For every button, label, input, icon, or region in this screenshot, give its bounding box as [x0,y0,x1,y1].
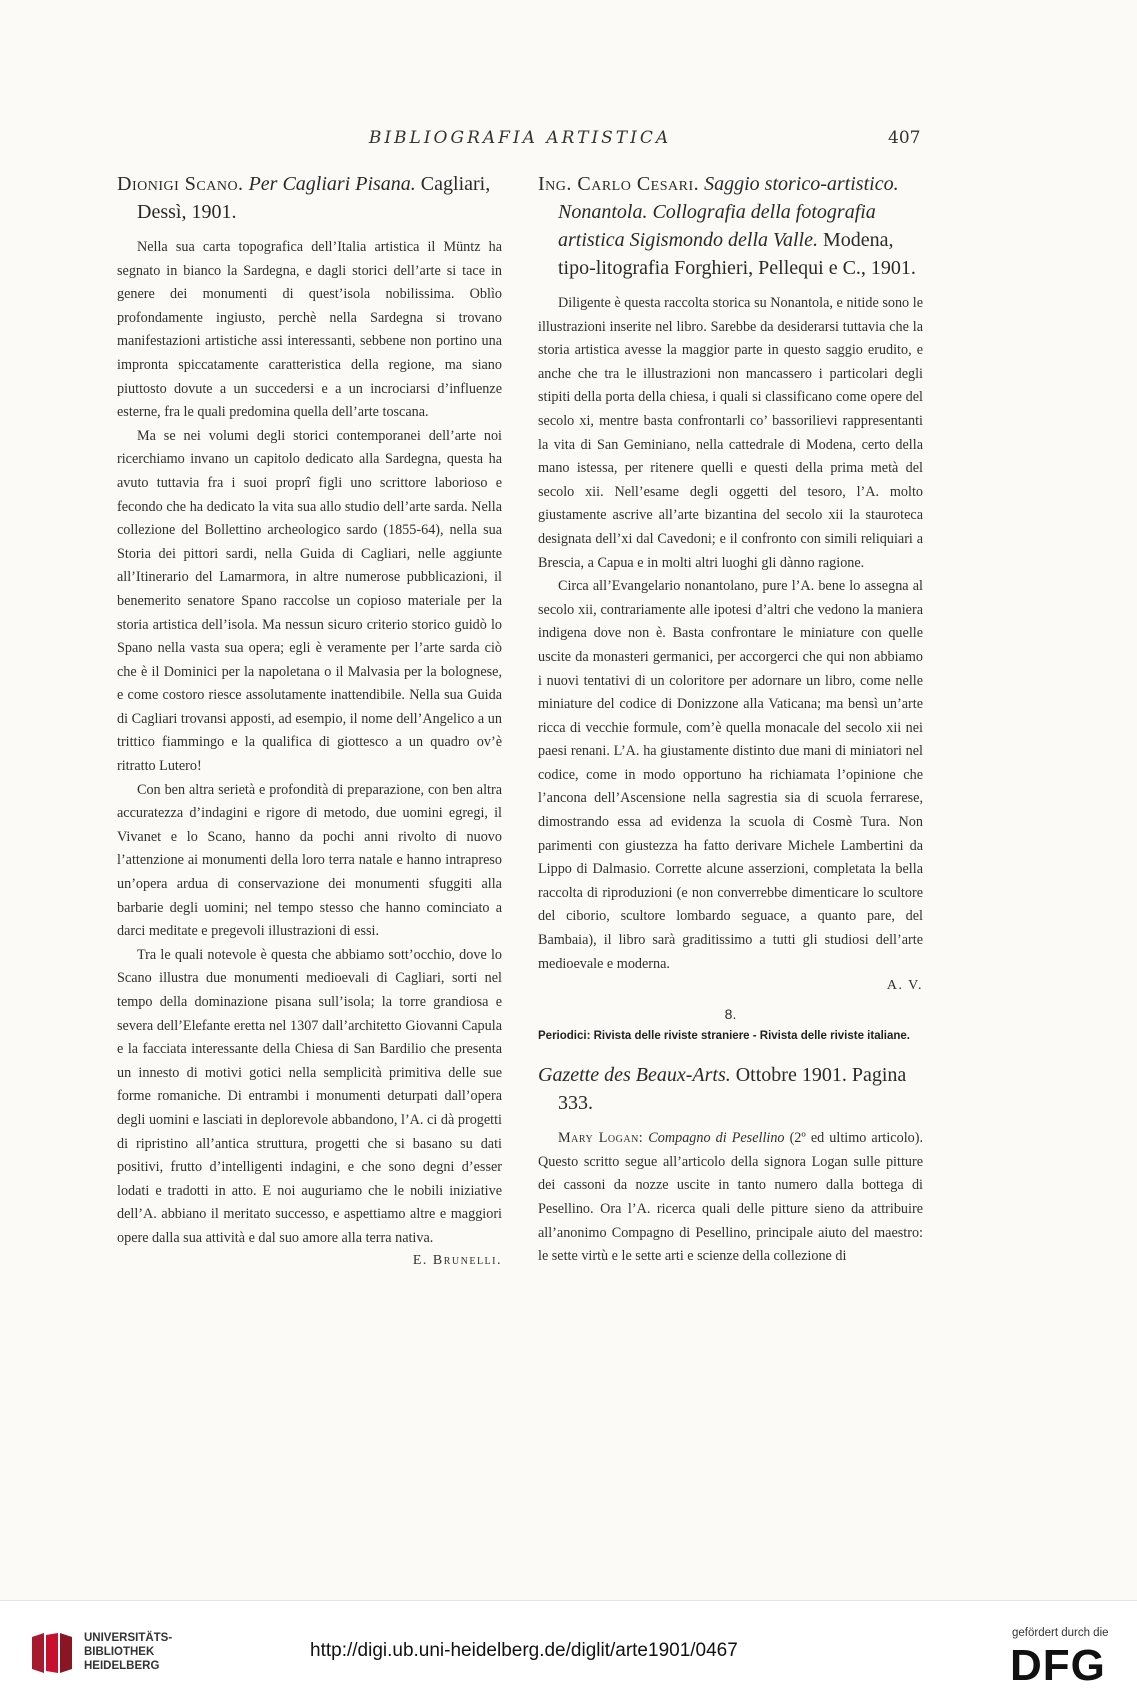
sponsor-caption: gefördert durch die [1012,1627,1109,1639]
periodical-title: Gazette des Beaux-Arts. [538,1064,731,1087]
article-text: (2º ed ultimo articolo). Questo scritto segue all’articolo della signora Logan sulle pitture dei cassoni da nozze uscite in tanto numero dalla bottega di Pesellino. Ora l’A. ricerca quali delle pitture sieno da attribuire all’anonimo Compagno di Pesellino, principale aiuto del maestro: le sette virtù e le sette arti e scienze della collezione di [538,1130,924,1265]
footer-bar [0,1600,1137,1705]
review-author: Dionigi Scano. [117,173,244,195]
periodical-imprint: Ottobre 1901. Pagina 333. [558,1064,907,1115]
library-name: UNIVERSITÄTS- BIBLIOTHEK HEIDELBERG [84,1632,173,1672]
review-imprint: Cagliari, Dessì, 1901. [137,173,491,223]
paragraph [538,1127,923,1269]
running-title: BIBLIOGRAFIA ARTISTICA [368,128,672,148]
source-url-link[interactable]: http://digi.ub.uni-heidelberg.de/diglit/arte1901/0467 [310,1640,738,1661]
reviewer-signature: E. Brunelli. [412,1252,502,1268]
page-number: 407 [888,128,921,148]
paragraph: Diligente è questa raccolta storica su Nonantola, e nitide sono le illustrazioni inserite nel libro. Sarebbe da desiderarsi tuttavia che la storia artistica avesse la maggior parte in questo saggio erudito, e anche che tra le illustrazioni non mancassero i particolari degli stipiti della porta della chiesa, i quali si classificano come opere del secolo xi, mentre basta confrontarli co’ bassorilievi rappresentanti la vita di San Geminiano, nella cattedrale di Modena, certo della mano istessa, per ritenere quelli e questi della prima metà del secolo xii. Nell’esame degli oggetti del tesoro, l’A. molto giustamente ascrive all’arte bizantina del secolo xii la stauroteca designata dell’xi dal Cavedoni; e il confronto con simili reliquiari a Brescia, a Capua e in molti altri luoghi gli dànno ragione. [538,295,923,571]
section-number: 8. [724,1006,737,1023]
right-column [538,170,923,1269]
review-title: Saggio storico-artistico. Nonantola. Collografia della fotografia artistica Sigismondo della Valle. [558,173,899,251]
review-title: Per Cagliari Pisana. [248,173,416,195]
review-imprint: Modena, tipo-litografia Forghieri, Pellequi e C., 1901. [558,229,916,279]
section-heading: Periodici: Rivista delle riviste straniere - Rivista delle riviste italiane. [538,1030,910,1043]
review-heading-scano [117,170,502,226]
paragraph: Nella sua carta topografica dell’Italia artistica il Müntz ha segnato in bianco la Sardegna, e dagli storici dell’arte si tace in genere dei monumenti di quest’isola nobilissima. Oblìo profondamente ingiusto, perchè nella Sardegna si trovano manifestazioni artistiche assi interessanti, sebbene non portino una impronta spiccatamente caratteristica della regione, ma siano piuttosto dovute a un succedersi e a un incrociarsi d’influenze esterne, fra le quali predomina quella dell’arte toscana. [117,239,502,421]
paragraph: Circa all’Evangelario nonantolano, pure l’A. bene lo assegna al secolo xii, contrariamente alle ipotesi d’altri che vedono la maniera indigena dove non è. Basta confrontare le miniature con quelle uscite da monasteri germanici, per accorgerci che qui non abbiamo i nuovi tentativi di un coloritore per adornare un libro, come nelle miniature del codice di Donizzone alla Vaticana; ma bensì un’arte ricca di vecchie formule, com’è quella monacale del secolo xii nei paesi renani. L’A. ha giustamente distinto due mani di miniatori nel codice, come in modo opportuno ha richiamata l’opinione che l’ancona dell’Ascensione nella sagrestia sia di scuola ferrarese, dimostrando essa ad evidenza la scuola di Cosmè Tura. Non parimenti con giustezza ha fatto derivare Michele Lambertini da Lippo di Dalmasio. Corrette alcune asserzioni, completata la bella raccolta di riproduzioni (e non converrebbe dimenticare lo scultore del ciborio, scultore lombardo seguace, a quanto pare, del Bambaia), il libro sarà graditissimo a tutti gli studiosi dell’arte medioevale e moderna. [538,578,923,972]
periodical-heading [538,1061,923,1117]
article-title: Compagno di Pesellino [648,1130,785,1147]
paragraph: Con ben altra serietà e profondità di preparazione, con ben altra accuratezza d’indagini e rigore di metodo, due uomini egregi, il Vivanet e lo Scano, hanno da pochi anni rivolto di nuovo l’attenzione ai monumenti della loro terra natale e hanno intrapreso un’opera ardua di conservazione dei monumenti sfuggiti alla barbarie degli uomini; nel tempo stesso che hanno cominciato a darci meditate e pregevoli illustrazioni di essi. [117,781,502,940]
article-author: Mary Logan: [558,1130,644,1147]
left-column [117,170,502,1269]
review-author: Ing. Carlo Cesari. [538,173,700,195]
reviewer-signature: A. V. [886,978,923,994]
review-heading-cesari [538,170,923,282]
paragraph: Ma se nei volumi degli storici contemporanei dell’arte noi ricerchiamo invano un capitolo dedicato alla Sardegna, questa ha avuto tuttavia fra i suoi proprî figli uno scrittore laborioso e fecondo che ha dedicato la vita sua allo studio dell’arte sarda. Nella collezione del Bollettino archeologico sardo (1855-64), nella sua Storia dei pittori sardi, nella Guida di Cagliari, nelle aggiunte all’Itinerario del Lamarmora, in altre numerose pubblicazioni, il benemerito senatore Spano raccolse un copioso materiale per la storia artistica dell’isola. Ma nessun sicuro criterio storico guidò lo Spano nella vasta sua opera; egli è veramente per l’arte sarda ciò che è il Dominici per la napoletana o il Malvasia per la bolognese, e come costoro riesce assolutamente inattendibile. Nella sua Guida di Cagliari trovansi apposti, ad esempio, il nome dell’Angelico a un trittico fiammingo e la qualifica di giottesco a un quadro ov’è ritratto Lutero! [117,427,502,775]
university-library-logo-icon [30,1631,74,1675]
dfg-logo: DFG [1010,1641,1106,1690]
paragraph: Tra le quali notevole è questa che abbiamo sott’occhio, dove lo Scano illustra due monumenti medioevali di Cagliari, sorti nel tempo della dominazione pisana sull’isola; la torre grandiosa e severa dell’Elefante eretta nel 1307 dall’architetto Giovanni Capula e la facciata interessante della Chiesa di San Bardilio che presenta un innesto di motivi gotici nella semplicità primitiva delle sue forme romaniche. Di entrambi i monumenti deturpati dall’opera degli uomini e lasciati in deplorevole abbandono, l’A. ci dà progetti di ripristino all’antica struttura, progetti che si basano su dati positivi, frutto d’intelligenti indagini, e che sono degni d’esser lodati e tradotti in atto. E noi auguriamo che le nobili iniziative dell’A. abbiano il meritato successo, e aspettiamo altre e maggiori opere dalla sua attività e dal suo amore alla terra nativa. [117,946,502,1246]
